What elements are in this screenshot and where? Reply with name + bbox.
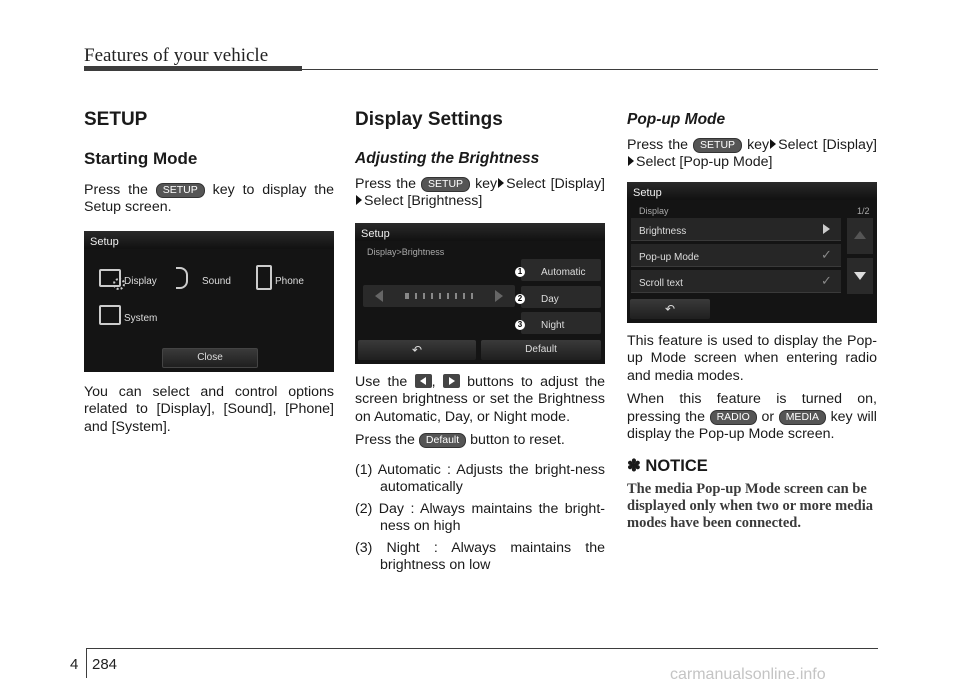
list-item: (1) Automatic : Adjusts the bright-ness automatically [355, 461, 605, 495]
arrow-right-icon [356, 195, 362, 205]
menu-item-display: Display [124, 275, 157, 287]
decrease-arrow-icon [375, 290, 383, 302]
back-button: ↶ [358, 340, 476, 360]
default-button: Default [481, 340, 601, 360]
paragraph-popup-steps: Press the SETUP key Select [Display]Select [Pop-up Mode] [627, 136, 877, 170]
mode-automatic: Automatic [521, 259, 601, 281]
running-head: Features of your vehicle [84, 45, 269, 66]
arrow-right-icon [628, 156, 634, 166]
paragraph-brightness-steps: Press the SETUP key Select [Display]Select [Brightness] [355, 175, 605, 209]
paragraph-popup-description: This feature is used to display the Pop-up Mode screen when entering radio and media modes. [627, 332, 877, 384]
arrow-right-icon [498, 178, 504, 188]
section-heading-setup: SETUP [84, 109, 148, 130]
screen-title: Setup [633, 186, 662, 199]
right-arrow-button-icon [443, 374, 460, 388]
header-rule-thin [302, 69, 878, 70]
notice-title: ✽ NOTICE [627, 456, 708, 475]
arrow-right-icon [770, 139, 776, 149]
paragraph-reset: Press the Default button to reset. [355, 432, 565, 448]
screen-title: Setup [361, 227, 390, 240]
screen-breadcrumb: Display [639, 205, 669, 216]
brightness-screen-image [355, 223, 605, 364]
subheading-brightness: Adjusting the Brightness [355, 150, 540, 167]
paragraph-popup-keys: When this feature is turned on, pressing the RADIO or MEDIA key will display the Pop-up Mode screen. [627, 391, 877, 442]
footer-rule [86, 648, 878, 649]
brightness-slider [363, 285, 515, 307]
watermark: carmanualsonline.info [670, 666, 826, 683]
page-number: 284 [92, 656, 118, 673]
marker-1: 1 [515, 267, 525, 277]
increase-arrow-icon [495, 290, 503, 302]
check-icon: ✓ [821, 246, 832, 262]
screen-breadcrumb: Display>Brightness [367, 246, 445, 257]
speaker-icon [176, 267, 188, 289]
down-arrow-icon [854, 272, 866, 280]
left-arrow-button-icon [415, 374, 432, 388]
section-heading-display-settings: Display Settings [355, 109, 503, 130]
chevron-right-icon [823, 224, 830, 234]
column-popup-mode [627, 108, 877, 532]
menu-item-sound: Sound [202, 275, 231, 287]
check-icon: ✓ [821, 272, 832, 288]
screen-title: Setup [90, 235, 119, 248]
paragraph-adjust: Use the , buttons to adjust the screen brightness or set the Brightness on Automatic, Day, or Night mode. [355, 373, 606, 425]
notice-body: The media Pop-up Mode screen can be displayed only when two or more media modes have been connected. [627, 481, 873, 531]
footer-divider [86, 648, 87, 678]
page-indicator: 1/2 [857, 205, 870, 216]
paragraph-starting-mode: Press the SETUP key to display the Setup screen. [84, 181, 335, 215]
column-display-settings [355, 108, 605, 579]
column-setup [84, 108, 334, 442]
header-rule-thick [84, 66, 302, 71]
setup-screen-image [84, 231, 334, 372]
list-item: (2) Day : Always maintains the bright-ness on high [355, 500, 605, 534]
system-icon [99, 305, 121, 325]
menu-item-popup-mode: Pop-up Mode ✓ [631, 244, 841, 267]
menu-item-scroll-text: Scroll text ✓ [631, 270, 841, 293]
back-button: ↶ [630, 299, 710, 319]
list-item: (3) Night : Always maintains the brightness on low [355, 539, 605, 573]
radio-key-badge: RADIO [710, 410, 757, 425]
default-key-badge: Default [419, 433, 466, 448]
setup-key-badge: SETUP [421, 177, 470, 192]
mode-day: Day [521, 286, 601, 308]
up-arrow-icon [854, 231, 866, 239]
chapter-number: 4 [70, 656, 79, 673]
close-button: Close [162, 348, 258, 368]
scroll-up-button [847, 218, 873, 254]
subheading-popup-mode: Pop-up Mode [627, 111, 726, 128]
phone-icon [256, 265, 272, 290]
mode-night: Night [521, 312, 601, 334]
menu-item-system: System [124, 312, 158, 324]
menu-item-phone: Phone [275, 275, 304, 287]
popup-mode-screen-image [627, 182, 877, 323]
brightness-mode-list [355, 462, 605, 575]
scroll-down-button [847, 258, 873, 294]
setup-key-badge: SETUP [693, 138, 742, 153]
subheading-starting-mode: Starting Mode [84, 149, 198, 168]
marker-2: 2 [515, 294, 525, 304]
setup-key-badge: SETUP [156, 183, 205, 198]
menu-item-brightness: Brightness [631, 218, 841, 241]
media-key-badge: MEDIA [779, 410, 826, 425]
paragraph-options: You can select and control options related to [Display], [Sound], [Phone] and [System]. [84, 383, 334, 435]
marker-3: 3 [515, 320, 525, 330]
